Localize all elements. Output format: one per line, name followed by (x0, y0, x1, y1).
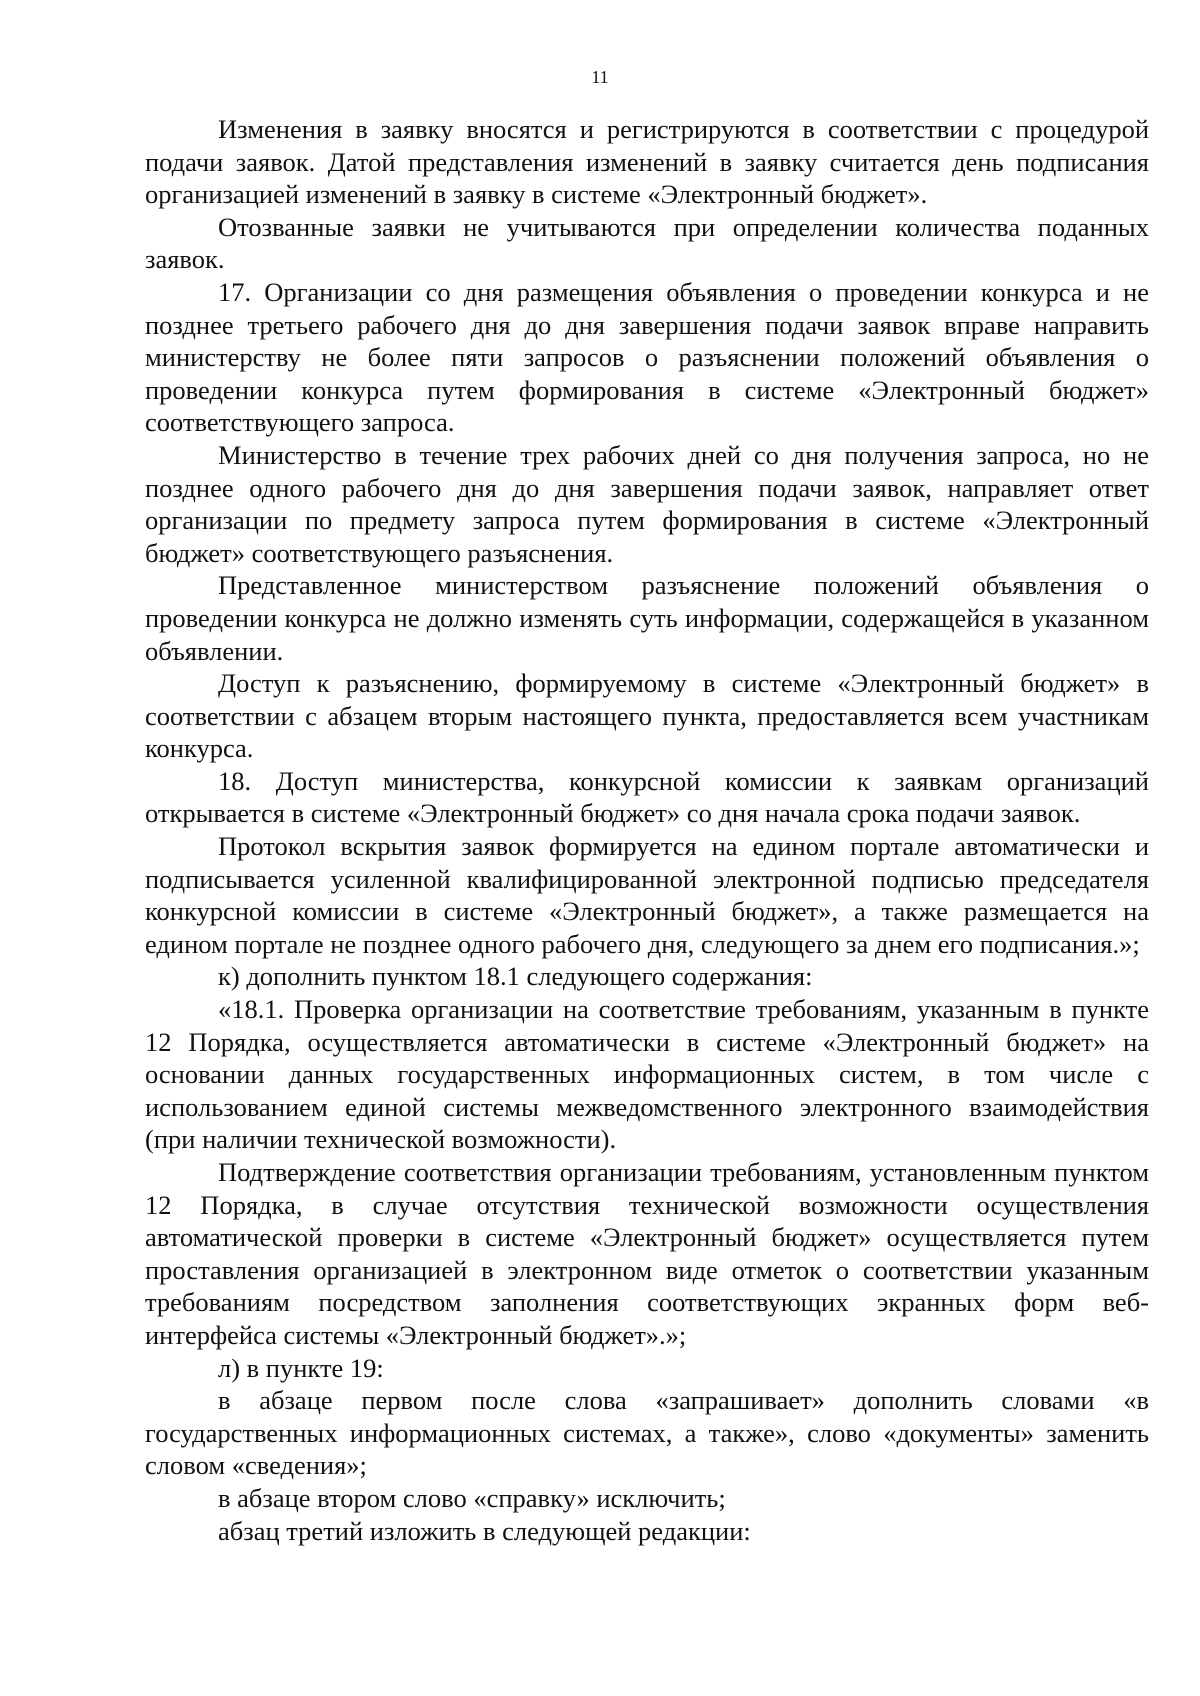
paragraph-subitem-l: л) в пункте 19: (218, 1352, 384, 1383)
paragraph-opening-protocol: Протокол вскрытия заявок формируется на едином портале автоматически и подписывается усиленной квалифицированной электронной подписью председателя конкурсной комиссии в системе «Электронный бюджет», а также размещается на едином портале не позднее одного рабочего дня, следующего за днем его подписания.»; (145, 831, 1149, 959)
paragraph-item-18: 18. Доступ министерства, конкурсной комиссии к заявкам организаций открывается в системе «Электронный бюджет» со дня начала срока подачи заявок. (145, 765, 1149, 829)
page-number: 11 (591, 67, 609, 87)
paragraph-ministry-response: Министерство в течение трех рабочих дней со дня получения запроса, но не позднее одного рабочего дня до дня завершения подачи заявок, направляет ответ организации по предмету запроса путем формирования в системе «Электронный бюджет» соответствующего разъяснения. (145, 439, 1149, 568)
paragraph-subitem-k: к) дополнить пунктом 18.1 следующего содержания: (218, 961, 813, 992)
paragraph-clarification-content: Представленное министерством разъяснение положений объявления о проведении конкурса не должно изменять суть информации, содержащейся в указанном объявлении. (145, 570, 1149, 666)
paragraph-third-clause-change: абзац третий изложить в следующей редакции: (218, 1515, 751, 1546)
document-body (145, 113, 1149, 1547)
paragraph-amendments-registration: Изменения в заявку вносятся и регистрируются в соответствии с процедурой подачи заявок. Датой представления изменений в заявку считается день подписания организацией изменений в заявку в системе «Электронный бюджет». (145, 114, 1149, 210)
paragraph-first-clause-change: в абзаце первом после слова «запрашивает» дополнить словами «в государственных информационных системах, а также», слово «документы» заменить словом «сведения»; (145, 1385, 1149, 1481)
paragraph-withdrawn-applications: Отозванные заявки не учитываются при определении количества поданных заявок. (145, 211, 1149, 275)
paragraph-item-18-1: «18.1. Проверка организации на соответствие требованиям, указанным в пункте 12 Порядка, осуществляется автоматически в системе «Электронный бюджет» на основании данных государственных информационных систем, в том числе с использованием единой системы межведомственного электронного взаимодействия (при наличии технической возможности). (145, 994, 1149, 1155)
paragraph-clarification-access: Доступ к разъяснению, формируемому в системе «Электронный бюджет» в соответствии с абзацем вторым настоящего пункта, предоставляется всем участникам конкурса. (145, 668, 1149, 764)
paragraph-compliance-confirmation: Подтверждение соответствия организации требованиям, установленным пунктом 12 Порядка, в случае отсутствия технической возможности осуществления автоматической проверки в системе «Электронный бюджет» осуществляется путем проставления организацией в электронном виде отметок о соответствии указанным требованиям посредством заполнения соответствующих экранных форм веб-интерфейса системы «Электронный бюджет».»; (145, 1157, 1149, 1350)
paragraph-second-clause-change: в абзаце втором слово «справку» исключить; (218, 1482, 726, 1513)
paragraph-item-17: 17. Организации со дня размещения объявления о проведении конкурса и не позднее третьего рабочего дня до дня завершения подачи заявок вправе направить министерству не более пяти запросов о разъяснении положений объявления о проведении конкурса путем формирования в системе «Электронный бюджет» соответствующего запроса. (145, 276, 1149, 438)
